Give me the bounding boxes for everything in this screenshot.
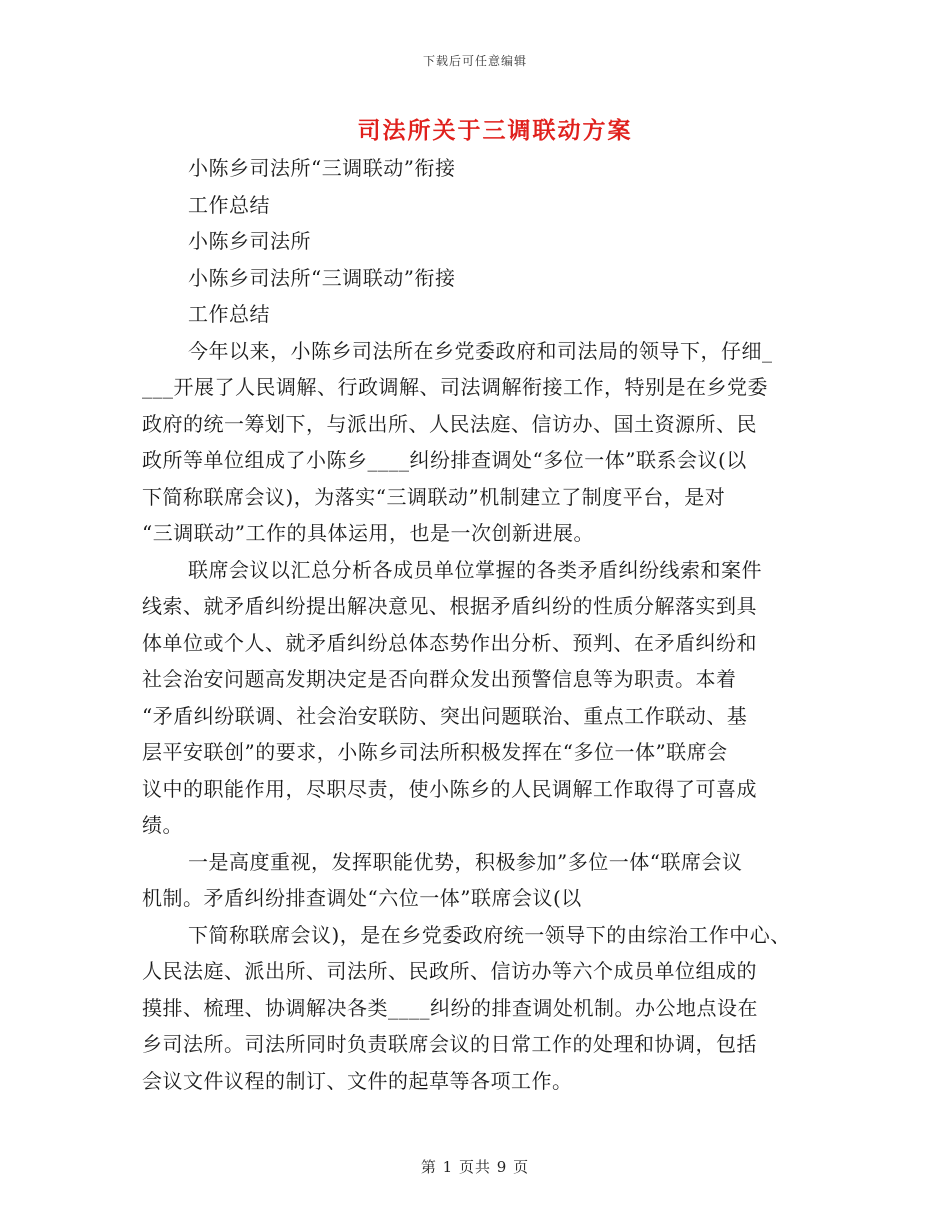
body-line: 下简称联席会议)，为落实“三调联动”机制建立了制度平台，是对	[142, 484, 726, 509]
body-line: 小陈乡司法所“三调联动”衔接	[188, 265, 456, 290]
body-line: 层平安联创”的要求，小陈乡司法所积极发挥在“多位一体”联席会	[142, 740, 728, 764]
page-footer: 第 1 页共 9 页	[420, 1158, 530, 1176]
body-line: 下简称联席会议)，是在乡党委政府统一领导下的由综治工作中心、	[188, 922, 791, 947]
body-line: 小陈乡司法所“三调联动”衔接	[188, 156, 456, 180]
body-line: 政府的统一筹划下，与派出所、人民法庭、信访办、国土资源所、民	[142, 411, 757, 436]
body-line: 会议文件议程的制订、文件的起草等各项工作。	[142, 1068, 573, 1093]
body-line: 机制。矛盾纠纷排查调处“六位一体”联席会议(以	[142, 886, 582, 910]
body-line: 政所等单位组成了小陈乡____纠纷排查调处“多位一体”联系会议(以	[142, 448, 747, 472]
body-line: 小陈乡司法所	[188, 229, 311, 253]
body-line: 人民法庭、派出所、司法所、民政所、信访办等六个成员单位组成的	[142, 959, 757, 983]
body-line: 线索、就矛盾纠纷提出解决意见、根据矛盾纠纷的性质分解落实到具	[142, 594, 757, 618]
document-title: 司法所关于三调联动方案	[357, 117, 633, 144]
page-header: 下载后可任意编辑	[422, 54, 527, 68]
body-line: 工作总结	[188, 192, 270, 217]
body-line: 社会治安问题高发期决定是否向群众发出预警信息等为职责。本着	[142, 667, 737, 691]
body-line: ___开展了人民调解、行政调解、司法调解衔接工作，特别是在乡党委	[142, 375, 768, 399]
body-line: 工作总结	[188, 302, 270, 326]
body-line: “三调联动”工作的具体运用，也是一次创新进展。	[142, 521, 594, 545]
body-line: 联席会议以汇总分析各成员单位掌握的各类矛盾纠纷线索和案件	[188, 557, 762, 582]
body-line: 绩。	[142, 813, 183, 837]
document-body	[142, 150, 802, 1099]
body-line: 摸排、梳理、协调解决各类____纠纷的排查调处机制。办公地点设在	[142, 995, 758, 1020]
body-line: 今年以来，小陈乡司法所在乡党委政府和司法局的领导下，仔细_	[188, 338, 773, 363]
body-line: “矛盾纠纷联调、社会治安联防、突出问题联治、重点工作联动、基	[142, 703, 748, 728]
body-line: 乡司法所。司法所同时负责联席会议的日常工作的处理和协调，包括	[142, 1032, 757, 1056]
body-line: 一是高度重视，发挥职能优势，积极参加”多位一体“联席会议	[188, 849, 743, 874]
body-line: 议中的职能作用，尽职尽责，使小陈乡的人民调解工作取得了可喜成	[142, 776, 757, 801]
body-line: 体单位或个人、就矛盾纠纷总体态势作出分析、预判、在矛盾纠纷和	[142, 630, 757, 655]
